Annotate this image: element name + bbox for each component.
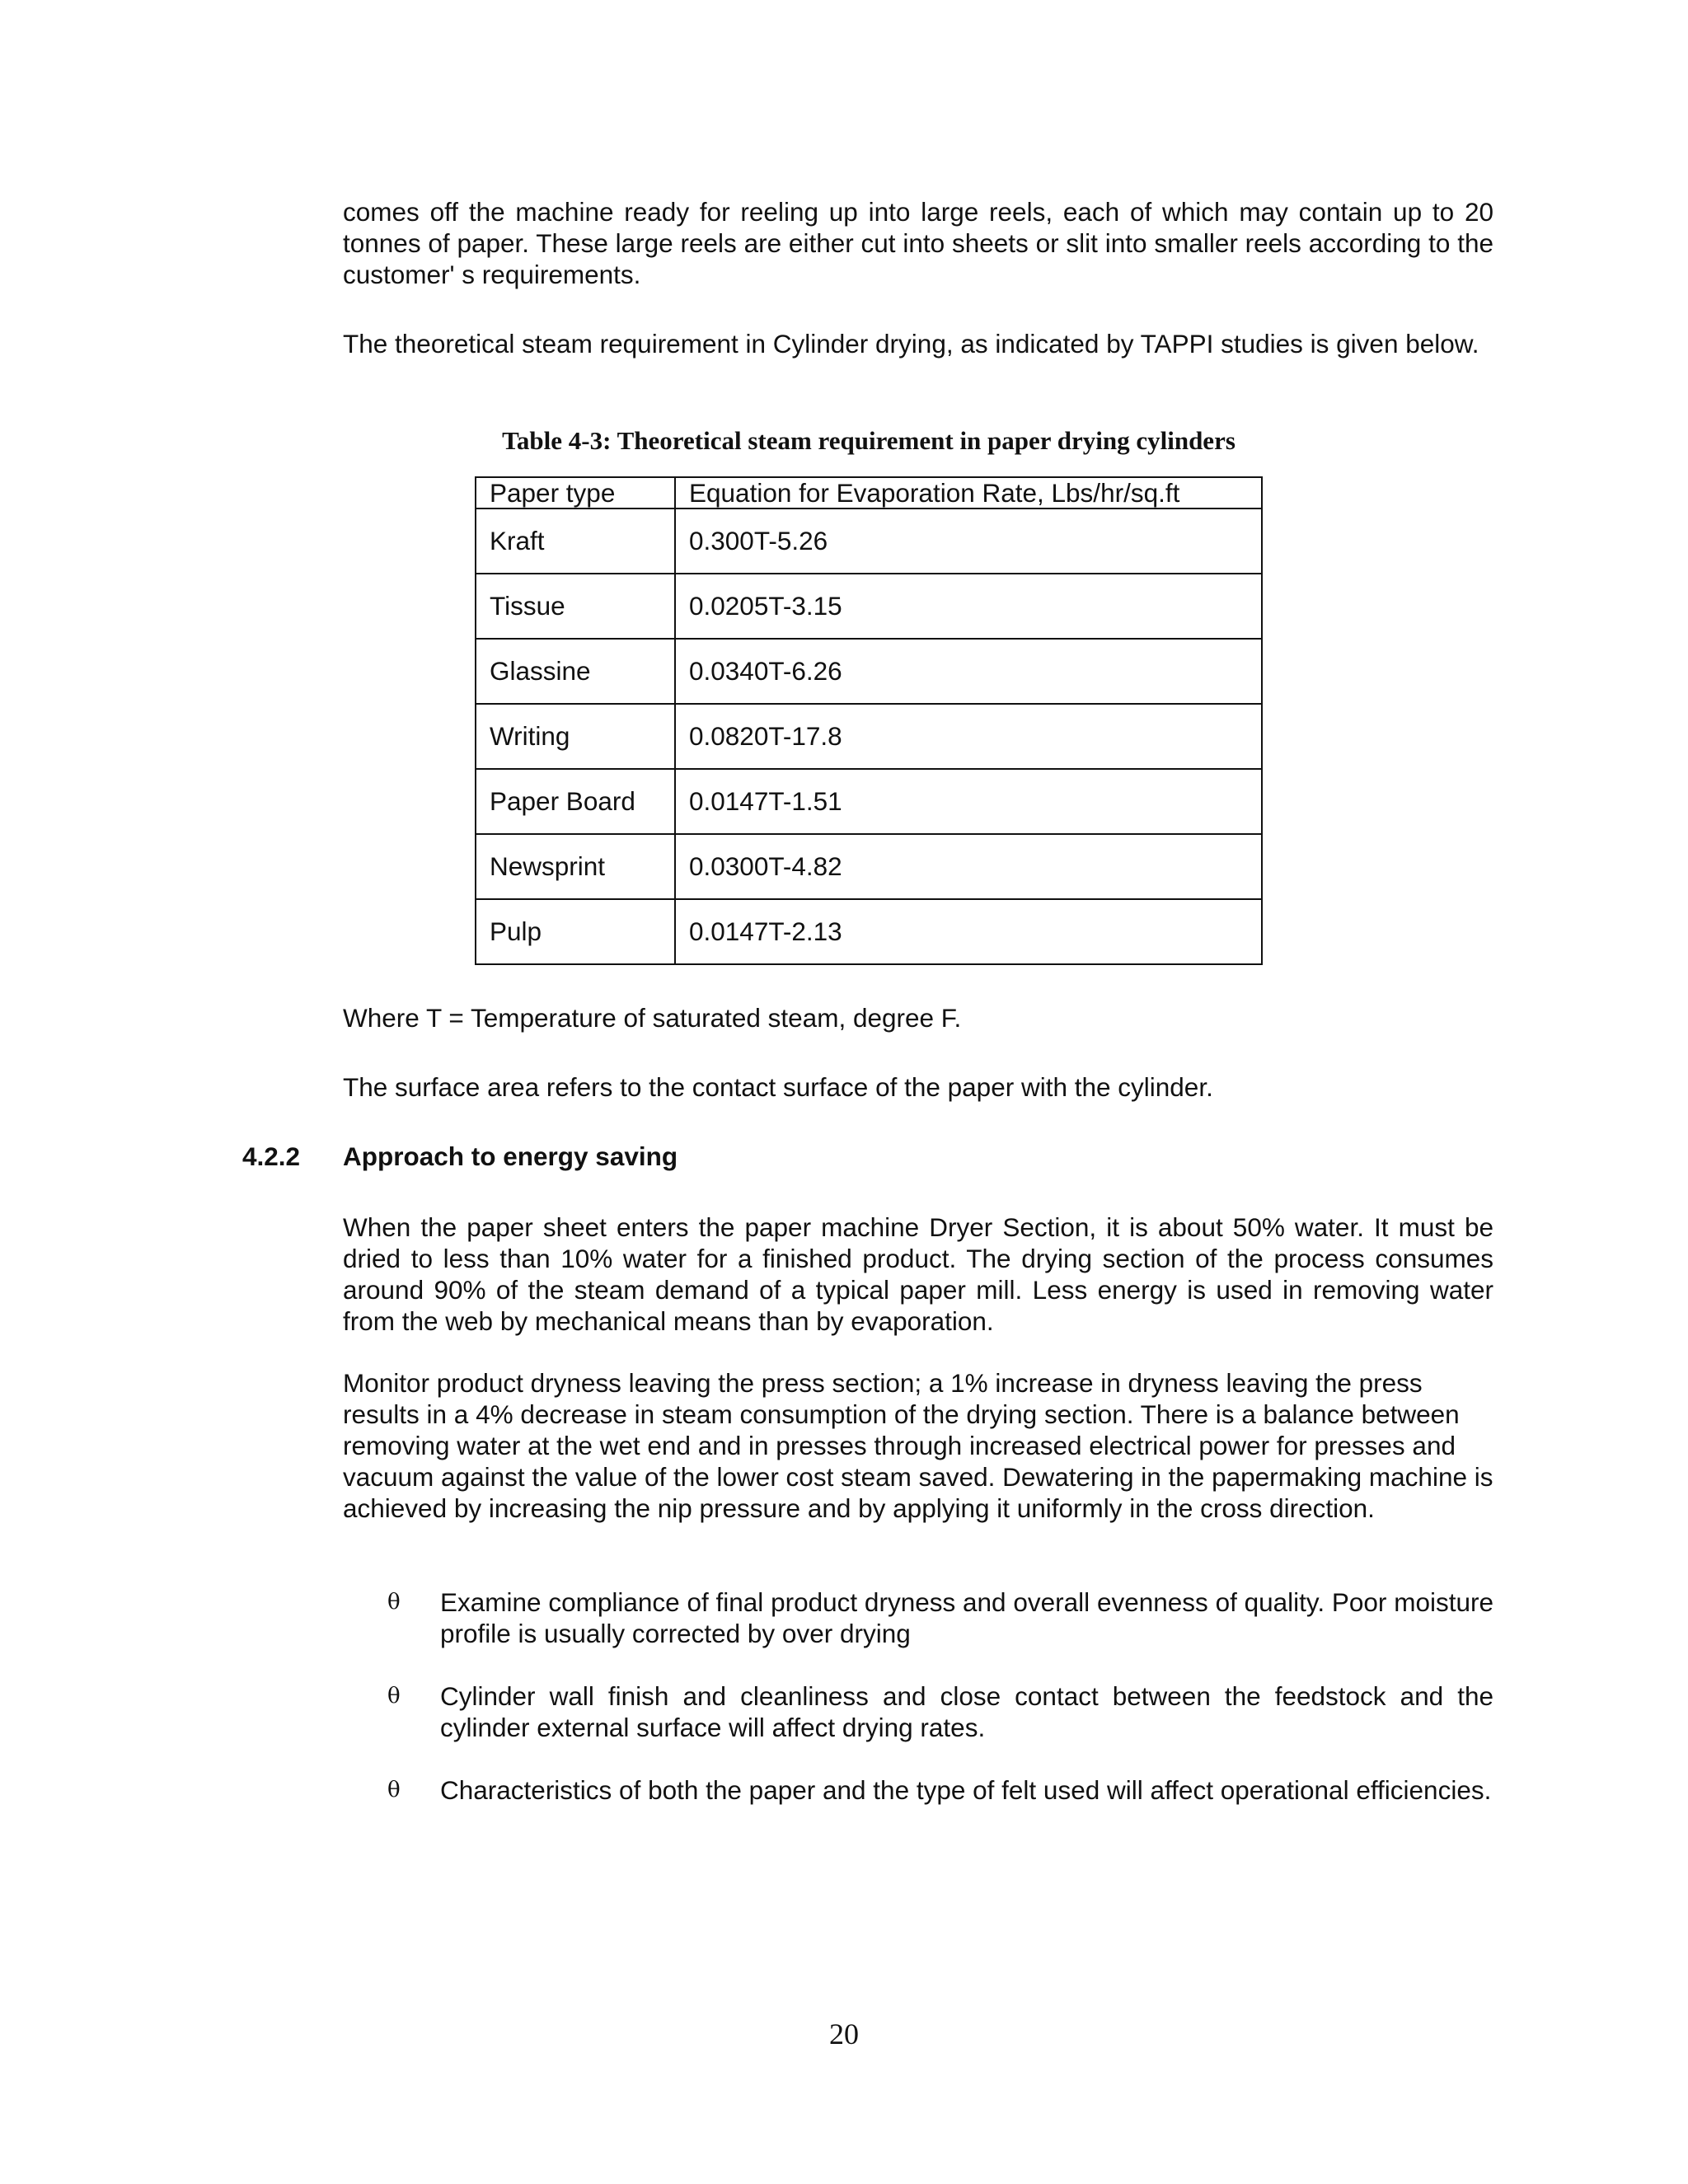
equation-cell: 0.0340T-6.26 (675, 639, 1262, 704)
paper-type-cell: Paper Board (476, 769, 675, 834)
table-row (476, 899, 1262, 964)
intro-paragraph: comes off the machine ready for reeling up into large reels, each of which may contain up to 20 tonnes of paper. These large reels are either cut into sheets or slit into smaller reels according to the customer' s requirements. (343, 197, 1493, 289)
steam-requirement-table (475, 476, 1263, 965)
table-row (476, 769, 1262, 834)
equation-cell: 0.0147T-2.13 (675, 899, 1262, 964)
surface-area-paragraph: The surface area refers to the contact surface of the paper with the cylinder. (343, 1072, 1213, 1102)
equation-cell: 0.0205T-3.15 (675, 574, 1262, 639)
header-equation: Equation for Evaporation Rate, Lbs/hr/sq.ft (675, 477, 1262, 509)
paper-type-cell: Glassine (476, 639, 675, 704)
theta-bullet-icon: θ (387, 1590, 401, 1615)
dryer-section-paragraph: When the paper sheet enters the paper machine Dryer Section, it is about 50% water. It must be dried to less than 10% water for a finished product. The drying section of the process consumes around 90% of the steam demand of a typical paper mill. Less energy is used in removing water from the web by mechanical means than by evaporation. (343, 1212, 1493, 1336)
table-row (476, 639, 1262, 704)
equation-cell: 0.0820T-17.8 (675, 704, 1262, 769)
section-number: 4.2.2 (242, 1141, 301, 1171)
equation-cell: 0.300T-5.26 (675, 509, 1262, 574)
section-title: Approach to energy saving (343, 1141, 678, 1171)
where-t-paragraph: Where T = Temperature of saturated steam, degree F. (343, 1003, 962, 1033)
paper-type-cell: Pulp (476, 899, 675, 964)
bullet-item: Cylinder wall finish and cleanliness and close contact between the feedstock and the cylinder external surface will affect drying rates. (440, 1681, 1493, 1742)
bullet-item: Examine compliance of final product dryness and overall evenness of quality. Poor moisture profile is usually corrected by over drying (440, 1587, 1493, 1648)
paper-type-cell: Writing (476, 704, 675, 769)
table-row (476, 704, 1262, 769)
table-header-row (476, 477, 1262, 509)
theta-bullet-icon: θ (387, 1778, 401, 1802)
paper-type-cell: Tissue (476, 574, 675, 639)
equation-cell: 0.0147T-1.51 (675, 769, 1262, 834)
header-paper-type: Paper type (476, 477, 675, 509)
table-row (476, 509, 1262, 574)
table-row (476, 834, 1262, 899)
monitor-paragraph: Monitor product dryness leaving the press section; a 1% increase in dryness leaving the press results in a 4% decrease in steam consumption of the drying section. There is a balance between removing water at the wet end and in presses through increased electrical power for presses and vacuum against the value of the lower cost steam saved. Dewatering in the papermaking machine is achieved by increasing the nip pressure and by applying it uniformly in the cross direction. (343, 1368, 1493, 1523)
theta-bullet-icon: θ (387, 1684, 401, 1708)
theoretical-paragraph: The theoretical steam requirement in Cylinder drying, as indicated by TAPPI studies is given below. (343, 329, 1479, 359)
page-number: 20 (829, 2018, 859, 2050)
table-caption: Table 4-3: Theoretical steam requirement in paper drying cylinders (502, 426, 1236, 455)
paper-type-cell: Kraft (476, 509, 675, 574)
equation-cell: 0.0300T-4.82 (675, 834, 1262, 899)
table-row (476, 574, 1262, 639)
paper-type-cell: Newsprint (476, 834, 675, 899)
bullet-item: Characteristics of both the paper and the type of felt used will affect operational efficiencies. (440, 1775, 1492, 1805)
